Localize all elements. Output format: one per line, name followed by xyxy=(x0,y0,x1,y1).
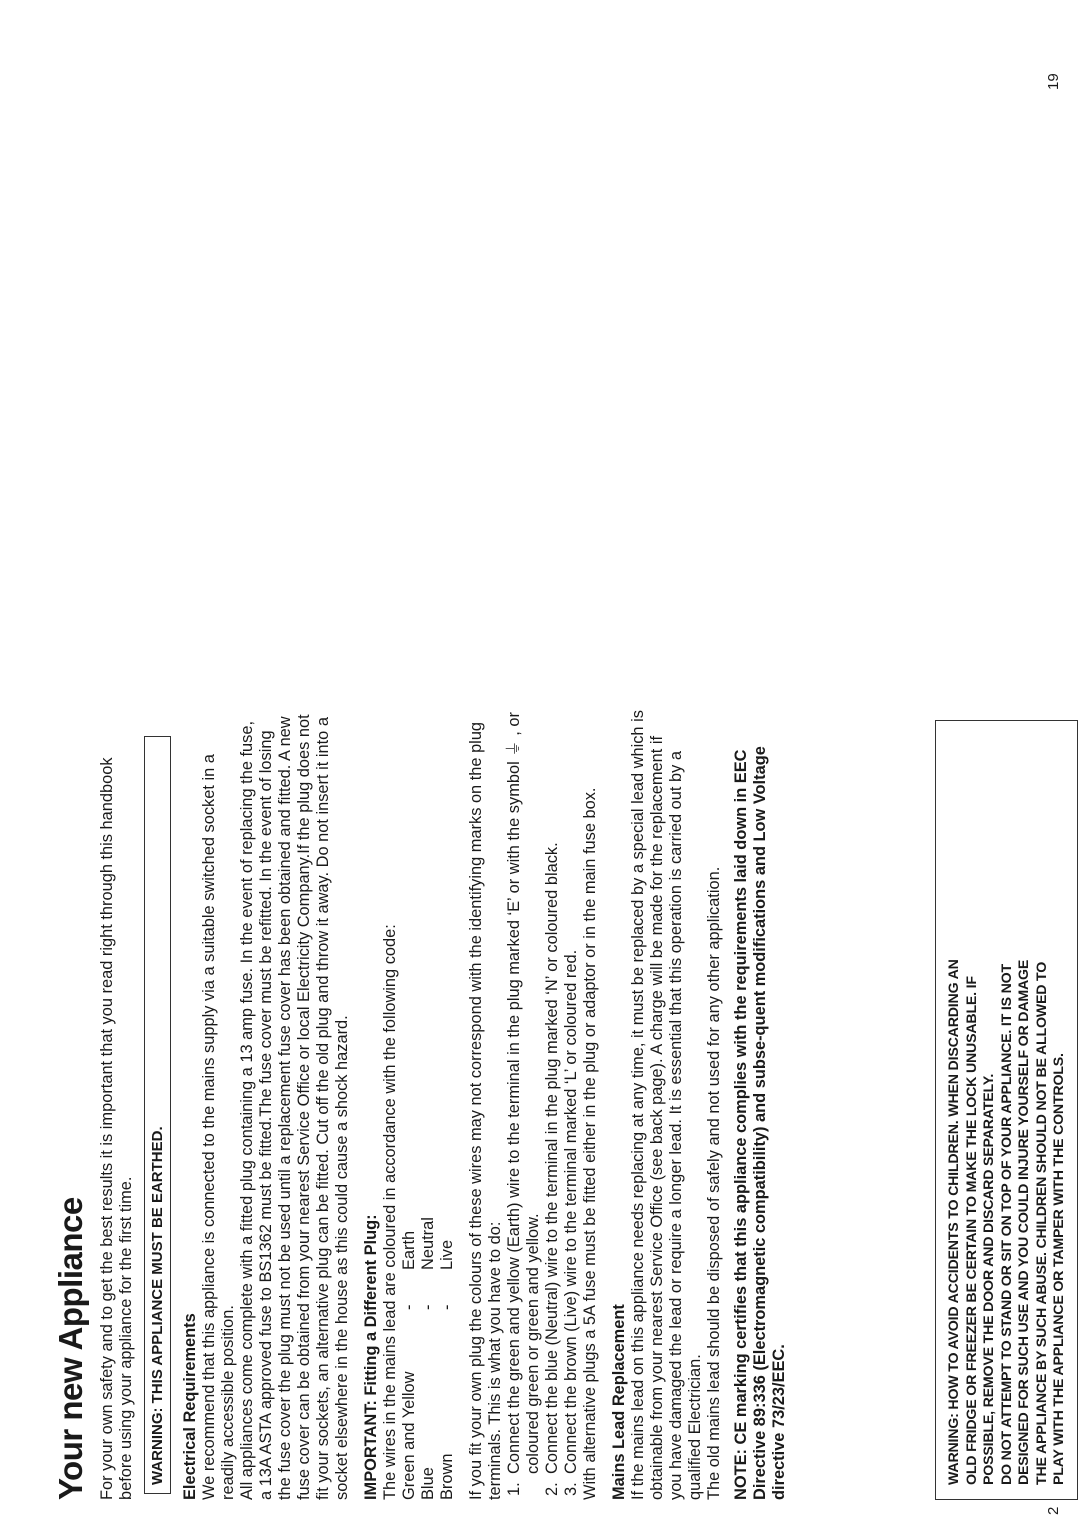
mains-p1: If the mains lead on this appliance needs replacing at any time, it must be replaced by a special lead which is obtainable from your nearest Service Office (see back page). A charge will be made for the replacement if you have damaged the lead or require a longer lead. It is essential that this operation is carried out by a qualified Electrician. xyxy=(629,710,704,1500)
intro-text-end: using your appliance for the first time. xyxy=(117,1176,135,1454)
step-text: Connect the blue (Neutral) wire to the terminal in the plug marked ‘N’ or coloured black. xyxy=(543,842,561,1474)
step-number: 2. xyxy=(543,1482,561,1496)
warning-line: POSSIBLE, REMOVE THE DOOR AND DISCARD SEPARATELY. xyxy=(981,1073,997,1485)
list-item xyxy=(543,710,562,1500)
page-title: Your new Appliance xyxy=(52,1197,89,1500)
intro-paragraph xyxy=(98,710,136,1500)
rotated-content xyxy=(50,30,1067,1515)
warning-line: PLAY WITH THE APPLIANCE OR TAMPER WITH THE CONTROLS. xyxy=(1051,1053,1067,1485)
wire-dash: - xyxy=(400,1304,418,1310)
wire-meaning: Live xyxy=(438,1239,456,1270)
step-text: Connect the green and yellow (Earth) wire to the terminal in the plug marked ‘E’ or with the symbol ⏚ , or coloured green or green and yellow. xyxy=(505,712,542,1474)
main-column xyxy=(50,710,789,1500)
earth-warning-box: WARNING: THIS APPLIANCE MUST BE EARTHED. xyxy=(144,736,171,1494)
wire-meaning: Earth xyxy=(400,1230,418,1270)
warning-line: DESIGNED FOR SUCH USE AND YOU COULD INJURE YOURSELF OR DAMAGE xyxy=(1016,959,1032,1485)
plug-intro: The wires in the mains lead are coloured in accordance with the following code: xyxy=(381,924,399,1500)
warning-line: OLD FRIDGE OR FREEZER BE CERTAIN TO MAKE THE LOCK UNUSABLE. IF xyxy=(963,976,980,1485)
step-number: 3. xyxy=(562,1482,580,1496)
plug-steps-list xyxy=(505,710,581,1500)
page-number-left: 2 xyxy=(1045,1506,1062,1515)
mains-heading: Mains Lead Replacement xyxy=(610,1304,628,1500)
list-item xyxy=(505,710,543,1500)
intro-bold: before xyxy=(117,1453,135,1500)
mains-p2-text-end: used for any other application. xyxy=(705,866,723,1091)
mains-p2-text: The old mains lead should be disposed of safely and xyxy=(705,1113,723,1500)
page-number-right: 19 xyxy=(1045,73,1062,90)
warning-line: WARNING: HOW TO AVOID ACCIDENTS TO CHILDREN. WHEN DISCARDING AN xyxy=(946,959,962,1485)
wire-dash: - xyxy=(438,1304,456,1310)
list-item xyxy=(562,710,581,1500)
wire-meaning: Neutral xyxy=(419,1217,437,1270)
electrical-p2-text-end: be used until a replacement fuse cover has been obtained and fitted. A new fuse cover can be obtained from your nearest Service Office or local Electricity Company.If the plug does not fit your sockets, an alternative plug can be fitted. Cut off the old plug and throw it away. Do not insert it into a socket elsewhere in the house as this could cause a shock hazard. xyxy=(276,714,351,1500)
electrical-heading: Electrical Requirements xyxy=(181,1313,199,1500)
plug-heading: IMPORTANT: Fitting a Different Plug: xyxy=(362,1214,380,1500)
mains-p2 xyxy=(705,710,724,1500)
step-number: 1. xyxy=(505,1482,523,1496)
plug-match-paragraph: If you fit your own plug the colours of these wires may not correspond with the identifying marks on the plug terminals. This is what you have to do: xyxy=(467,721,504,1500)
wire-colour: Brown xyxy=(438,1453,456,1500)
warning-line: DO NOT ATTEMPT TO STAND OR SIT ON TOP OF YOUR APPLIANCE. IT IS NOT xyxy=(998,964,1015,1485)
intro-text: For your own safety and to get the best results it is important that you read right through this handbook xyxy=(98,757,116,1500)
electrical-p2 xyxy=(238,710,352,1500)
wire-colour: Green and Yellow xyxy=(400,1371,418,1500)
ce-note: NOTE: CE marking certifies that this appliance complies with the requirements laid down in EEC Directive 89:336 (Electromagnetic compatibility) and subse-quent modifications and Low Voltage directive 73/23/EEC. xyxy=(732,746,788,1500)
wire-code-table xyxy=(400,1217,457,1500)
electrical-p1: We recommend that this appliance is connected to the mains supply via a suitable switched socket in a readily accessible position. xyxy=(200,754,237,1500)
child-safety-warning-box xyxy=(935,720,1078,1500)
electrical-p2-text: All appliances come complete with a fitted plug containing a 13 amp fuse. In the event of replacing the fuse, a 13A ASTA approved fuse to BS1362 must be fitted.The fuse cover must be refitted. In the event of losing the fuse cover the plug must xyxy=(238,720,294,1500)
plug-fuse-paragraph: With alternative plugs a 5A fuse must be fitted either in the plug or adaptor or in the main fuse box. xyxy=(581,787,599,1500)
wire-dash: - xyxy=(419,1304,437,1310)
warning-line: THE APPLIANCE BY SUCH ABUSE. CHILDREN SHOULD NOT BE ALLOWED TO xyxy=(1033,961,1050,1485)
wire-row xyxy=(400,1217,419,1500)
wire-colour: Blue xyxy=(419,1467,437,1500)
step-text: Connect the brown (Live) wire to the terminal marked ‘L’ or coloured red. xyxy=(562,949,580,1474)
mains-p2-bold: not xyxy=(705,1090,723,1114)
electrical-p2-bold: not xyxy=(276,1266,294,1290)
wire-row xyxy=(419,1217,438,1500)
wire-row xyxy=(438,1217,457,1500)
